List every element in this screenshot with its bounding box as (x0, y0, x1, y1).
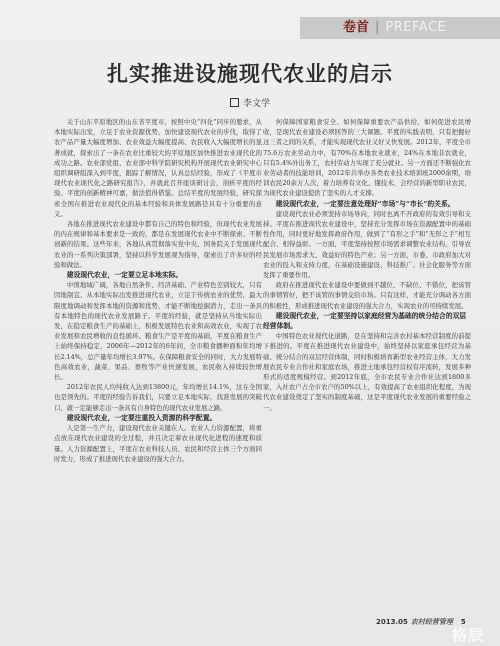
issue-date: 2013.05 (376, 618, 408, 626)
body-paragraph: 人是第一生产力，建设现代农业关键在人。农业人力资源配置，将重点放在现代农业建设的全过程，并且决定着农业现代化进程的速度和质量。人力资源配置上，平度在农业科技人员、农民和经营主体三个方面同时发力，形成了推进现代农业建设的强大合力。 (54, 424, 262, 463)
section-label-cn: 卷首 (343, 20, 370, 35)
body-paragraph: 各地在推进现代农业建设中都有自己的特色和经验，但现代农业发展的内在规律和基本要求是一致的，都是在发展现代农业中不断探索、不断创新的结果。这些年来，各地认真贯彻落实党中央、国务院关于发展现代农业的一系列决策部署，坚持以科学发展观为指导，探索出了许多好的经验和做法。 (54, 220, 262, 269)
right-text-column (263, 117, 471, 607)
body-paragraph: 中国地域广阔，各地自然条件、经济基础、产业特色差别较大，只有因地制宜、从本地实际出发推进现代农业，立足于传统农业的优势，最大限度地调动和发挥本地的资源和优势，才能不断地挖掘潜力，走出一条具有本地特色的现代农业发展路子。平度的经验，就是坚持从当地实际出发，在稳定粮食生产的基础上，积极发展特色农业和高效农业，实现了农业发展和农民增收的良性循环。粮食生产是平度的基础，平度在粮食生产上始终保持稳定，2006年—2012年的6年间，全市粮食播种面积年均增长2.14%，总产量年均增长3.97%。在保障粮食安全的同时，大力发展特色高效农业，蔬菜、果品、畜牧等产业快速发展，农民收入持续较快增长。 (54, 281, 262, 382)
left-text-column (54, 117, 262, 607)
body-paragraph: 关于山东平原地区的山东省平度市，按照中央“四化”同步的要求，从本地实际出发，立足于农业资源优势，加快建设现代农业的步伐，取得了农产品产量大幅度增加、农业效益大幅度提高、农民收入大幅度增长的显著成就，探索出了一条在农业比重较大的平原地区加快推进农业现代化的成功之路。农业部党组、农业部中科学院研究机构开展现代农业研究中心组织调研组深入到平度，跟踪了解情况，认真总结经验，形成了《平度市现代农业现代化之路研究报告》，并就此召开座谈研讨会，剖析平度的经验。平度的创新精神可嘉，做法值得借鉴。总结平度的发展经验，研究探索全国在推进农业现代化的基本经验和具体发展路径具有十分重要的意义。 (54, 118, 262, 218)
section-heading: 建设现代农业，一定要立足本地实际。 (66, 271, 183, 280)
section-label-en: PREFACE (385, 20, 447, 35)
author-name: 李文学 (242, 99, 270, 109)
body-paragraph: 2012年农民人均纯收入达到13800元，年均增长14.1%，这在全国也是领先的。平度的经验告诉我们，只要立足本地实际，找准发展的突破口，就一定能够走出一条具有自身特色的现代农业发展之路。 (54, 383, 262, 412)
page-number: 5 (460, 618, 466, 626)
byline-box-icon (230, 98, 239, 107)
section-heading: 建设现代农业，一定要注意处理好“市场”与“市长”的关系。 (275, 199, 455, 208)
section-heading: 建设现代农业，一定要坚持以家庭经营为基础的统分结合的双层经营体制。 (263, 311, 467, 331)
magazine-name: 农村经营管理 (410, 618, 453, 626)
body-paragraph: 中国特色农业现代化道路，是在坚持和完善农村基本经营制度的前提下推进的。平度在推进现代农业建设中，始终坚持以家庭承包经营为基础、统分结合的双层经营体制，同时积极培育新型农业经营主体，大力发展农民专业合作社和家庭农场，推进土地承包经营权有序流转，发展多种形式的适度规模经营。到2012年底，全市农民专业合作社达到1800多家，入社农户占全市农户的50%以上，有效提高了农业组织化程度，为现代农业建设奠定了坚实的制度基础，这是平度现代农业发展的重要经验之一。 (263, 332, 471, 412)
body-paragraph: 政府在推进现代农业建设中要做到不越位、不缺位、不错位，把该管的事情管好，把不该管的事情交给市场。只有这样，才能充分调动各方面的积极性，形成推进现代农业建设的强大合力，实现农业的可持续发展。 (263, 281, 471, 310)
section-separator: | (375, 20, 380, 35)
section-heading: 建设现代农业，一定要注重投入资源的科学配置。 (66, 413, 217, 422)
article-title: 扎实推进设施现代农业的启示 (107, 61, 393, 86)
article-byline (0, 96, 500, 109)
section-header (343, 18, 446, 38)
corner-watermark: 格辰 (452, 626, 485, 644)
body-paragraph: 何保障国家粮食安全、如何保障重要农产品供给、如何促进农民增收，是现代农业建设必须回答的三大课题。平度的实践表明，只有把握好这三者之间的关系，才能实现现代农业又好又快发展。2012年，平度全市75.6万农业劳动力中，有70%在本地农业就业，24%在本地非农就业，只有5.4%外出务工，农村劳动力实现了充分就业。另一方面还不断强化农业劳动者的技能培训，2012年共举办各类农业技术培训班2000余期，培训农民20余万人次，着力培养有文化、懂技术、会经营的新型职业农民，为现代农业建设提供了坚实的人才支撑。 (263, 118, 471, 198)
body-paragraph: 建设现代农业必须坚持市场导向，同时也离不开政府的有效引导和支持。平度在推进现代农业建设中，坚持充分发挥市场在资源配置中的基础性作用，同时更好地发挥政府作用，做到了“有形之手”和“无形之手”相互配合、相得益彰。一方面，平度坚持按照市场需求调整农业结构，引导农民发展市场需求大、效益好的特色产业；另一方面，市委、市政府加大对农业的投入和支持力度，在基础设施建设、科技推广、社会化服务等方面发挥了重要作用。 (263, 209, 471, 280)
